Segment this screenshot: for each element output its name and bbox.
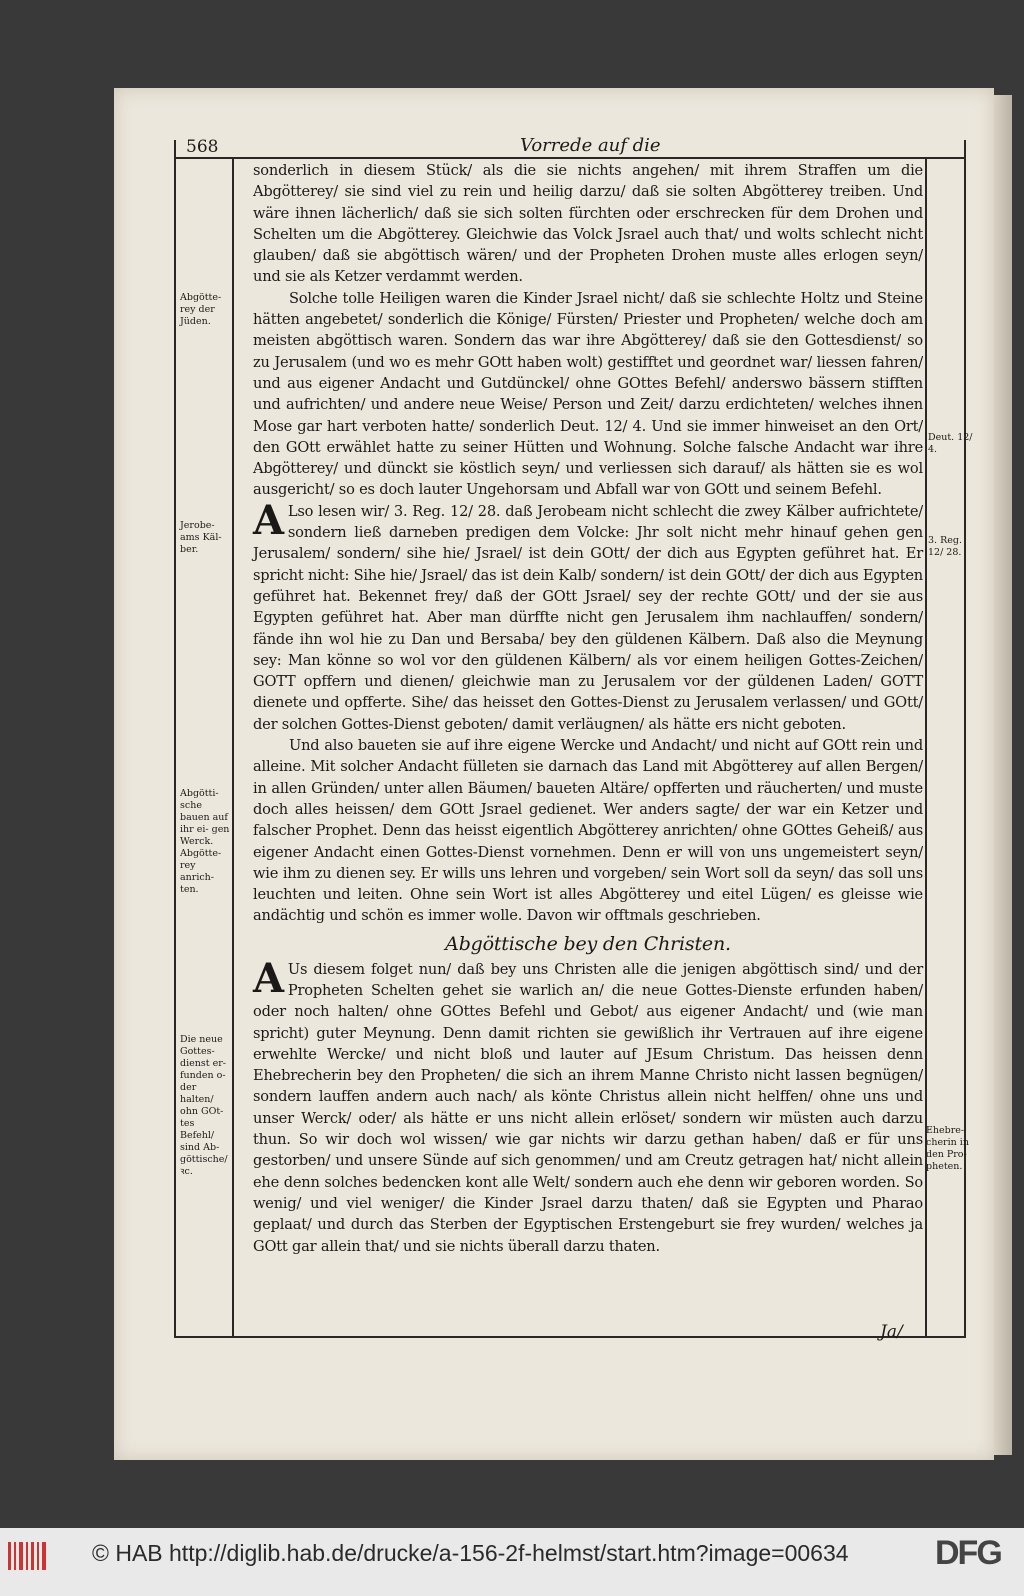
page-number: 568 <box>186 137 219 157</box>
dfg-logo: DFG <box>935 1534 1001 1572</box>
frame-left-inner <box>232 157 234 1337</box>
section-heading: Abgöttische bey den Christen. <box>445 932 731 955</box>
hab-barcode-logo-icon <box>6 1538 50 1574</box>
paragraph-with-initial <box>253 496 923 735</box>
running-head: Vorrede auf die <box>520 135 661 156</box>
paragraph: Solche tolle Heiligen waren die Kinder Jsrael nicht/ daß sie schlechte Holtz und Steine hätten angebetet/ sonderlich die Könige/ Fürsten/ Priester und Propheten/ welche doch am meisten abgöttisch waren. Sondern das war ihre Abgötterey/ daß sie den Gottesdienst/ so zu Jerusalem (und wo es mehr GOtt haben wolt) gestifftet und geordnet war/ liessen fahren/ und aus eigener Andacht und Gutdünckel/ ohne GOttes Befehl/ anderswo bässern stifften und aufrichten/ und andere neue Weise/ Person und Zeit/ darzu erdichteten/ welches ihnen Mose gar hart verboten hatte/ sonderlich Deut. 12/ 4. Und sie immer hinweiset an den Ort/ den GOtt erwählet hatte zu seiner Hütten und Wohnung. Solche falsche Andacht war ihre Abgötterey/ und dünckt sie köstlich seyn/ und verliessen sich darauf/ als hätten sie es wol ausgericht/ so es doch lauter Ungehorsam und Abfall war von GOtt und seinem Befehl. <box>253 289 923 499</box>
footer-rule <box>174 1336 966 1338</box>
margin-note-left-1: Abgötte- rey der Jüden. <box>180 292 222 327</box>
header-rule <box>174 157 966 159</box>
margin-note-left-4: Die neue Gottes- dienst er- funden o- der halten/ ohn GOt- tes Befehl/ sind Ab- göttische/ ꝛc. <box>180 1034 228 1177</box>
margin-note-right-1: Deut. 12/ 4. <box>928 432 973 455</box>
page-edge <box>994 95 1012 1455</box>
frame-left-outer <box>174 140 176 1336</box>
paragraph-text: Lso lesen wir/ 3. Reg. 12/ 28. daß Jerobeam nicht schlecht die zwey Kälber aufrichtete/ sondern ließ darneben predigen dem Volcke: Jhr solt nicht mehr hinauf gehen gen Jerusalem/ sondern/ sihe hie/ Jsrael/ ist dein GOtt/ der dich aus Egypten geführet hat. Er spricht nicht: Sihe hie/ Jsrael/ das ist dein Kalb/ sondern/ ist dein GOtt/ der dich aus Egypten geführet hat. Bekennet frey/ daß der GOtt Jsrael/ sey der rechte GOtt/ und der sie aus Egypten geführet hat. Aber man dürffte nicht gen Jerusalem ihm nachlauffen/ sondern/ fände ihn wol hie zu Dan und Bersaba/ bey den güldenen Kälbern. Daß also die Meynung sey: Man könne so wol vor den güldenen Kälbern/ als vor einem heiligen Gottes-Zeichen/ GOTT opffern und dienen/ gleichwie man zu Jerusalem vor der güldenen Laden/ GOTT dienete und opfferte. Sihe/ das heisset den Gottes-Dienst zu Jerusalem verlassen/ und GOtt/ der solchen Gottes-Dienst geboten/ damit verläugnen/ als hätte ers nicht geboten. <box>253 502 923 733</box>
body-text <box>253 160 923 1257</box>
margin-note-right-2: 3. Reg. 12/ 28. <box>928 535 962 558</box>
paragraph: sonderlich in diesem Stück/ als die sie nichts angehen/ mit ihrem Straffen um die Abgötterey/ sie sind viel zu rein und heilig darzu/ daß sie solten Abgötterey treiben. Und wäre ihnen lächerlich/ daß sie sich solten fürchten oder erschrecken für dem Drohen und Schelten um die Abgötterey. Gleichwie das Volck Jsrael auch that/ und wolts schlecht nicht glauben/ daß sie abgöttisch wären/ und der Propheten Drohen muste alles erlogen seyn/ und sie als Ketzer verdammt werden. <box>253 162 923 286</box>
margin-note-left-2: Jerobe- ams Käl- ber. <box>180 520 222 555</box>
paragraph-with-initial <box>253 954 923 1257</box>
drop-initial: A <box>253 954 284 1002</box>
source-url[interactable]: © HAB http://diglib.hab.de/drucke/a-156-2f-helmst/start.htm?image=00634 <box>92 1540 849 1566</box>
paragraph: Und also baueten sie auf ihre eigene Wercke und Andacht/ und nicht auf GOtt rein und alleine. Mit solcher Andacht fülleten sie darnach das Land mit Abgötterey auf allen Bergen/ in allen Gründen/ unter allen Bäumen/ baueten Altäre/ opfferten und räucherten/ und muste doch alles heissen/ dem GOtt Jsrael gedienet. Wer anders sagte/ der war ein Ketzer und falscher Prophet. Denn das heisst eigentlich Abgötterey anrichten/ ohne GOttes Geheiß/ aus eigener Andacht einen Gottes-Dienst vornehmen. Denn er will von uns ungemeistert seyn/ wie ihm zu dienen sey. Er wills uns lehren und vorgeben/ sein Wort soll da seyn/ das soll uns leuchten und leiten. Ohne sein Wort ist alles Abgötterey und eitel Lügen/ es gleisse wie andächtig und schön es immer wolle. Davon wir offtmals geschrieben. <box>253 737 923 925</box>
paragraph-text: Us diesem folget nun/ daß bey uns Christen alle die jenigen abgöttisch sind/ und der Propheten Schelten gehet sie warlich an/ die neue Gottes-Dienste erfunden haben/ oder noch halten/ ohne GOttes Befehl und Gebot/ aus eigener Andacht/ und (wie man spricht) guter Meynung. Denn damit richten sie gewißlich ihr Vertrauen auf ihre eigene erwehlte Wercke/ und nicht bloß und lauter auf JEsum Christum. Das heissen denn Ehebrecherin bey den Propheten/ die sich an ihrem Manne Christo nicht lassen begnügen/ sondern lauffen andern auch nach/ als könte Christus allein nicht helffen/ ohne uns und unser Werck/ oder/ als hätte er uns nicht allein erlöset/ sondern wir müsten auch darzu thun. So wir doch wol wissen/ wie gar nichts wir darzu gethan haben/ daß er für uns gestorben/ und unsere Sünde auf sich genommen/ und am Creutz getragen hat/ nicht allein ehe denn solches bedencken kont alle Welt/ sondern auch ehe denn wir geboren worden. So wenig/ und viel weniger/ die Kinder Jsrael darzu thaten/ daß sie Egypten und Pharao geplaat/ und durch das Sterben der Egyptischen Erstengeburt sie frey wurden/ welches ja GOtt gar allein that/ und sie nichts überall darzu thaten. <box>253 960 923 1255</box>
drop-initial: A <box>253 496 284 544</box>
margin-note-right-3: Ehebre- cherin in den Pro- pheten. <box>926 1125 969 1172</box>
footer-bar <box>0 1528 1024 1596</box>
catchword: Ja/ <box>880 1322 903 1342</box>
margin-note-left-3: Abgötti- sche bauen auf ihr ei- gen Werck. Abgötte- rey anrich- ten. <box>180 788 230 895</box>
